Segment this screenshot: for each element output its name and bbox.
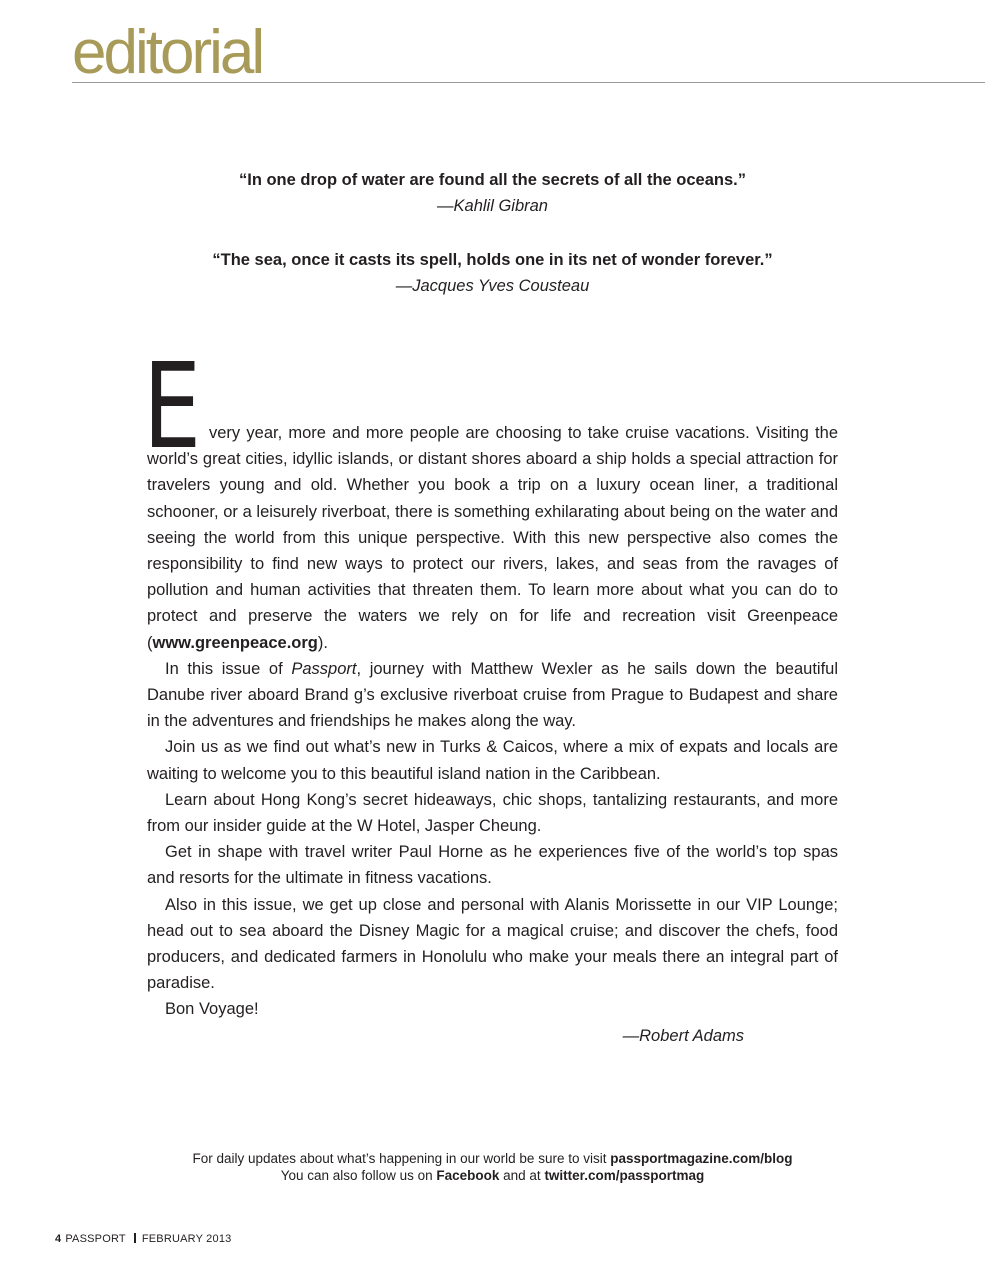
- quote-text: “The sea, once it casts its spell, holds one in its net of wonder forever.”: [212, 251, 773, 269]
- signature: —Robert Adams: [622, 1026, 744, 1045]
- footer-line-blog: [0, 1150, 985, 1167]
- page-number: 4: [55, 1233, 62, 1245]
- article-paragraph: Get in shape with travel writer Paul Horne as he experiences five of the world’s top spas and resorts for the ultimate in fitness vacations.: [147, 843, 838, 888]
- issue-prefix: In this issue of: [165, 659, 292, 678]
- footer-note: [0, 1150, 985, 1184]
- issue-date: FEBRUARY 2013: [141, 1233, 232, 1245]
- footer-line-social: [0, 1167, 985, 1184]
- quote-author: —Kahlil Gibran: [437, 197, 548, 215]
- article-paragraph: Learn about Hong Kong’s secret hideaways, chic shops, tantalizing restaurants, and more from our insider guide at the W Hotel, Jasper Cheung.: [147, 790, 838, 836]
- magazine-name: Passport: [291, 659, 357, 678]
- intro-paragraph: [143, 337, 838, 656]
- epigraph-quotes: [0, 168, 985, 298]
- issue-text: , journey with Matthew Wexler as he sails down the beautiful Danube river aboard Brand g’s exclusive riverboat cruise from Prague to Budapest and share in the adventures and friendships he makes along the way.: [147, 659, 838, 731]
- article-paragraph: Join us as we find out what’s new in Turks & Caicos, where a mix of expats and locals are waiting to welcome you to this beautiful island nation in the Caribbean.: [147, 738, 838, 783]
- footer-text: For daily updates about what’s happening in our world be sure to visit: [192, 1151, 611, 1166]
- quote-author: —Jacques Yves Cousteau: [395, 277, 590, 295]
- footer-text: and at: [499, 1168, 545, 1183]
- dropcap-letter: E: [143, 337, 202, 475]
- blog-link[interactable]: passportmagazine.com/blog: [610, 1151, 793, 1166]
- quote-block: [0, 248, 985, 298]
- article-body: [143, 337, 838, 1049]
- intro-text: very year, more and more people are choosing to take cruise vacations. Visiting the world’s great cities, idyllic islands, or distant shores aboard a ship holds a special attraction for travelers young and old. Whether you book a trip on a luxury ocean liner, a traditional schooner, or a leisurely riverboat, there is something exhilarating about being on the water and seeing the world from this unique perspective. With this new perspective also comes the responsibility to find new ways to protect our rivers, lakes, and seas from the ravages of pollution and human activities that threaten them. To learn more about what you can do to protect and preserve the waters we rely on for life and recreation visit Greenpeace (: [147, 424, 838, 652]
- page-folio: [55, 1233, 231, 1245]
- section-title: editorial: [72, 18, 263, 87]
- facebook-link[interactable]: Facebook: [436, 1168, 500, 1183]
- article-paragraph: Also in this issue, we get up close and personal with Alanis Morissette in our VIP Lounge; head out to sea aboard the Disney Magic for a magical cruise; and discover the chefs, food producers, and dedicated farmers in Honolulu who make your meals there an integral part of paradise.: [147, 895, 838, 993]
- title-divider: [72, 82, 985, 83]
- greenpeace-link[interactable]: www.greenpeace.org: [152, 633, 318, 652]
- closing-line: Bon Voyage!: [165, 1000, 259, 1019]
- magazine-title: PASSPORT: [65, 1233, 126, 1245]
- issue-paragraph: [147, 656, 838, 735]
- folio-separator: [134, 1233, 136, 1243]
- intro-end: ).: [317, 633, 328, 652]
- twitter-link[interactable]: twitter.com/passportmag: [544, 1168, 705, 1183]
- footer-text: You can also follow us on: [280, 1168, 437, 1183]
- quote-block: [0, 168, 985, 218]
- quote-text: “In one drop of water are found all the secrets of all the oceans.”: [238, 171, 747, 189]
